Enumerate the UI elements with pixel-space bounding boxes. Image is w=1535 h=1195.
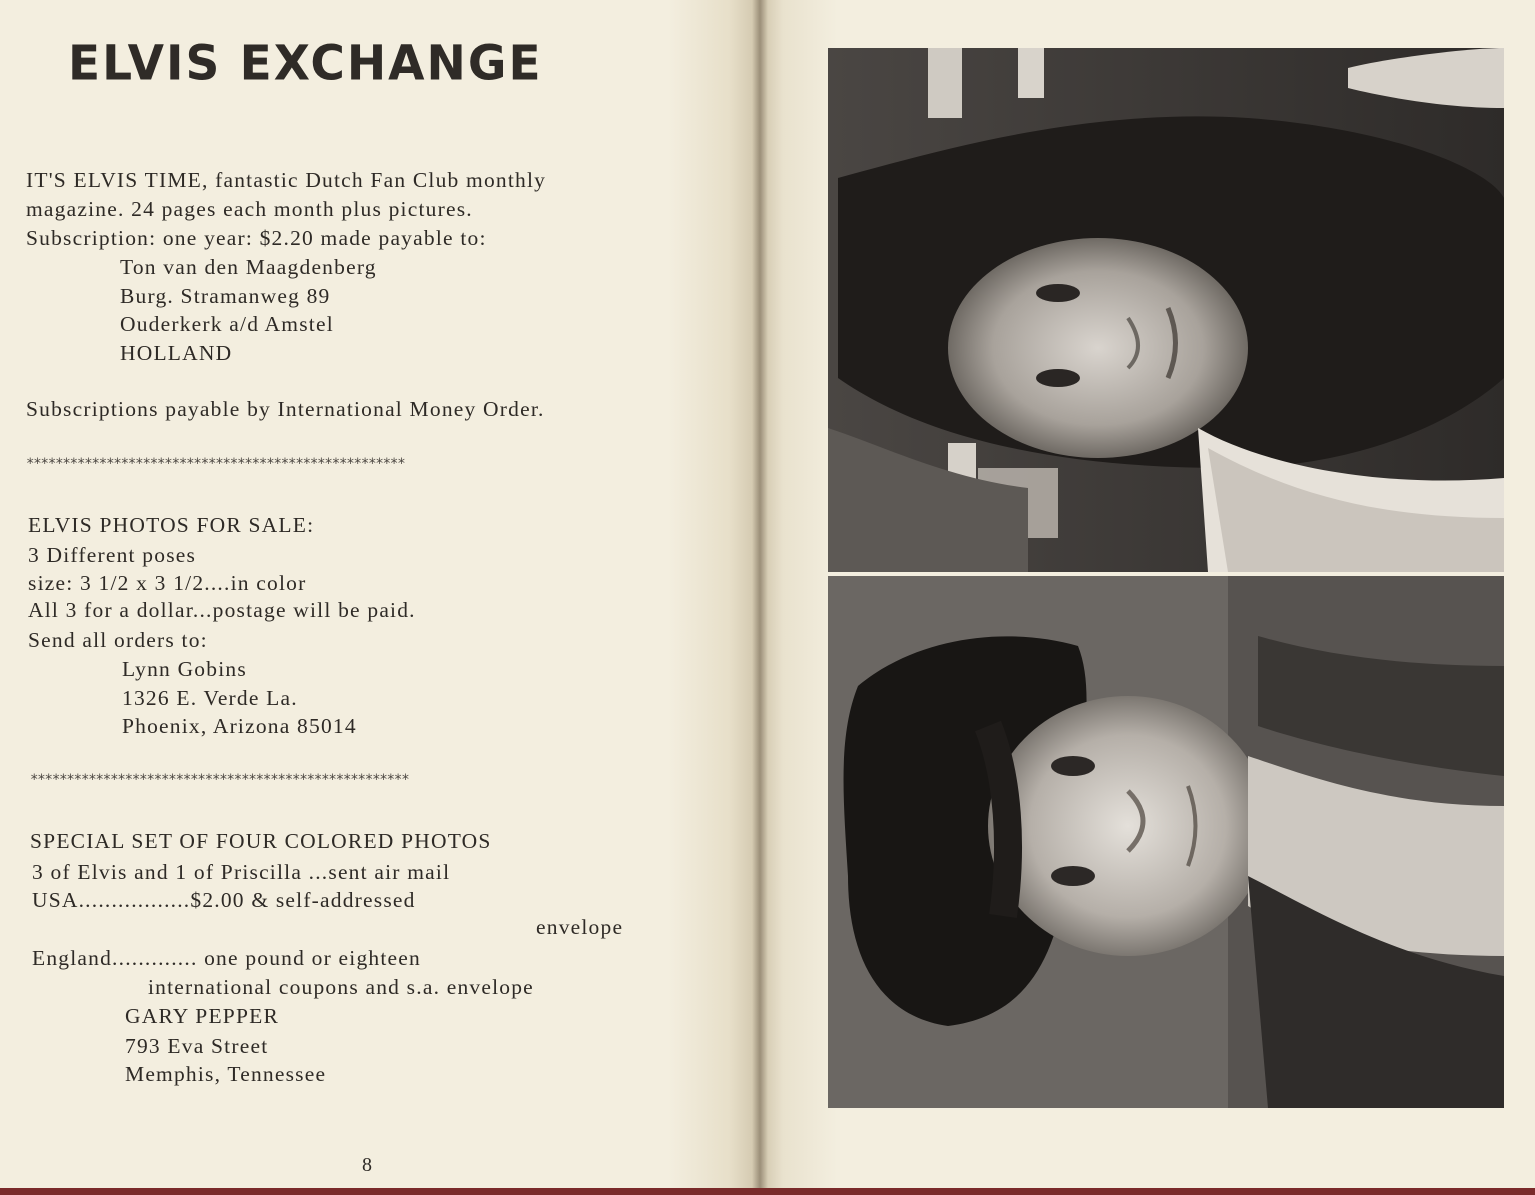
photo-frame: [828, 48, 1504, 1108]
separator: ****************************************************: [26, 456, 405, 472]
address-line: Lynn Gobins: [122, 657, 247, 681]
man-portrait-image: [828, 576, 1504, 1108]
address-line: Ton van den Maagdenberg: [120, 255, 377, 279]
section2-line: size: 3 1/2 x 3 1/2....in color: [28, 571, 307, 595]
left-page: [0, 0, 760, 1188]
section2-heading: ELVIS PHOTOS FOR SALE:: [28, 513, 315, 537]
address-line: Burg. Stramanweg 89: [120, 284, 331, 308]
address-line: 793 Eva Street: [125, 1034, 269, 1058]
address-line: GARY PEPPER: [125, 1004, 279, 1028]
address-line: Ouderkerk a/d Amstel: [120, 312, 334, 336]
section2-line: Send all orders to:: [28, 628, 208, 652]
woman-portrait-image: [828, 48, 1504, 572]
book-edge: [0, 1188, 1535, 1195]
book-gutter: [752, 0, 768, 1188]
section1-line: IT'S ELVIS TIME, fantastic Dutch Fan Club monthly: [26, 168, 547, 192]
usa-price-line: USA.................$2.00 & self-addressed: [32, 888, 416, 912]
section3-line: 3 of Elvis and 1 of Priscilla ...sent air mail: [32, 860, 451, 884]
address-line: Memphis, Tennessee: [125, 1062, 327, 1086]
usa-price-cont: envelope: [536, 915, 624, 939]
page-number: 8: [362, 1154, 372, 1176]
section2-line: All 3 for a dollar...postage will be paid.: [28, 598, 416, 622]
address-line: Phoenix, Arizona 85014: [122, 714, 357, 738]
man-portrait-photo: [828, 576, 1504, 1108]
section1-line: Subscription: one year: $2.20 made payable to:: [26, 226, 487, 250]
england-price-cont: international coupons and s.a. envelope: [148, 975, 534, 999]
section3-heading: SPECIAL SET OF FOUR COLORED PHOTOS: [30, 829, 492, 853]
page-title: ELVIS EXCHANGE: [68, 35, 543, 92]
separator: ****************************************************: [30, 772, 409, 788]
section1-line: magazine. 24 pages each month plus pictures.: [26, 197, 473, 221]
address-line: 1326 E. Verde La.: [122, 686, 298, 710]
england-price-line: England............. one pound or eighteen: [32, 946, 421, 970]
woman-portrait-photo: [828, 48, 1504, 572]
address-line: HOLLAND: [120, 341, 233, 365]
section1-note: Subscriptions payable by International Money Order.: [26, 397, 545, 421]
section2-line: 3 Different poses: [28, 543, 197, 567]
